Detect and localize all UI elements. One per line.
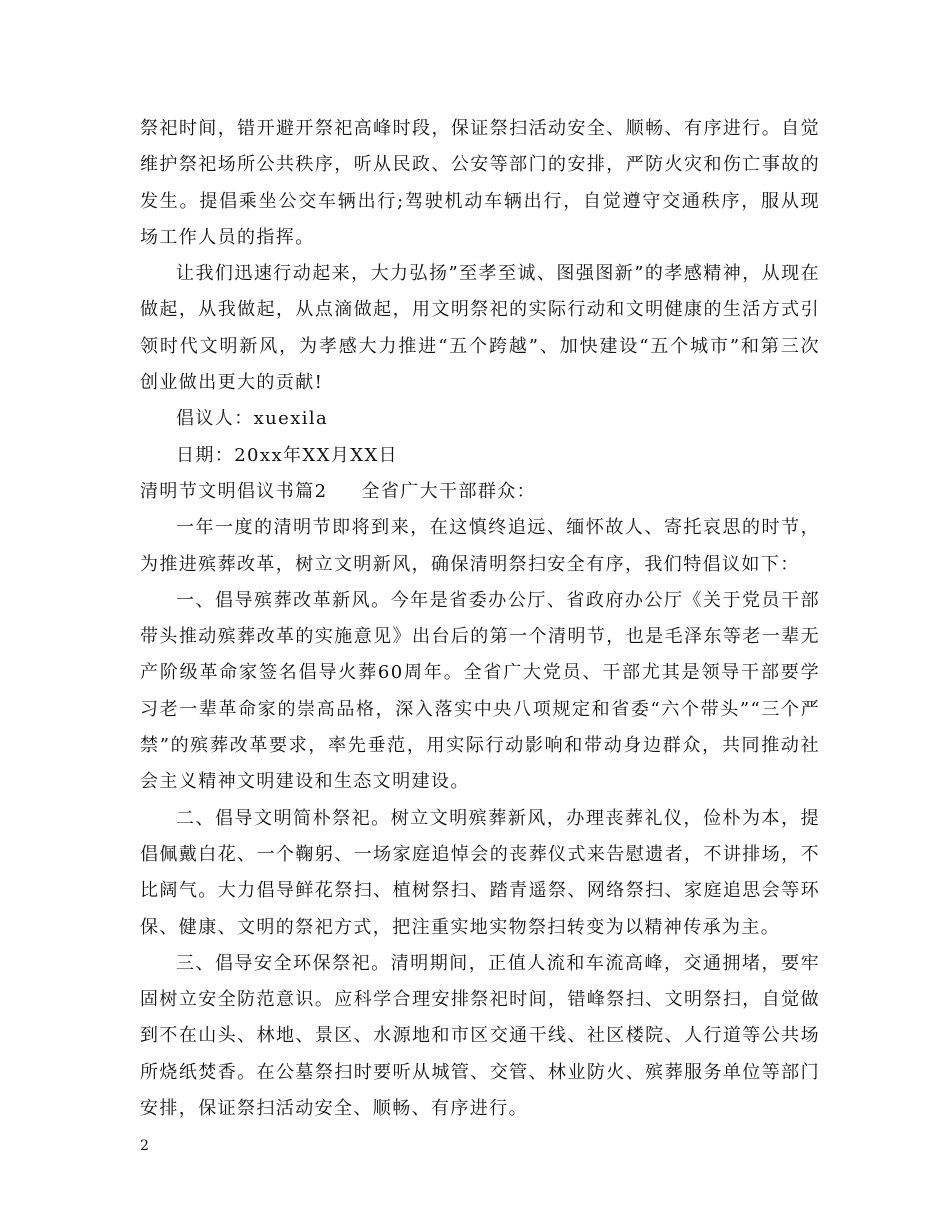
paragraph-item-2: 二、倡导文明简朴祭祀。树立文明殡葬新风，办理丧葬礼仪，俭朴为本，提倡佩戴白花、一个鞠躬、一场家庭追悼会的丧葬仪式来告慰遗者，不讲排场，不比阔气。大力倡导鲜花祭扫、植树祭扫、踏青遥祭、网络祭扫、家庭追思会等环保、健康、文明的祭祀方式，把注重实地实物祭扫转变为以精神传承为主。	[140, 807, 820, 938]
paragraph-call-to-action: 让我们迅速行动起来，大力弘扬”至孝至诚、图强图新”的孝感精神，从现在做起，从我做起，从点滴做起，用文明祭祀的实际行动和文明健康的生活方式引领时代文明新风，为孝感大力推进“五个跨越”、加快建设“五个城市”和第三次创业做出更大的贡献!	[140, 263, 820, 394]
paragraph-intro: 一年一度的清明节即将到来，在这慎终追远、缅怀故人、寄托哀思的时节，为推进殡葬改革，树立文明新风，确保清明祭扫安全有序，我们特倡议如下：	[140, 517, 820, 575]
page-number: 2	[140, 1138, 149, 1154]
date-line: 日期：20xx年XX月XX日	[176, 444, 399, 466]
paragraph-item-1: 一、倡导殡葬改革新风。今年是省委办公厅、省政府办公厅《关于党员干部带头推动殡葬改革的实施意见》出台后的第一个清明节，也是毛泽东等老一辈无产阶级革命家签名倡导火葬60周年。全省广大党员、干部尤其是领导干部要学习老一辈革命家的崇高品格，深入落实中央八项规定和省委“六个带头”“三个严禁”的殡葬改革要求，率先垂范，用实际行动影响和带动身边群众，共同推动社会主义精神文明建设和生态文明建设。	[140, 589, 820, 793]
proposer-line: 倡议人：xuexila	[176, 408, 329, 430]
paragraph-continuation: 祭祀时间，错开避开祭祀高峰时段，保证祭扫活动安全、顺畅、有序进行。自觉维护祭祀场所公共秩序，听从民政、公安等部门的安排，严防火灾和伤亡事故的发生。提倡乘坐公交车辆出行;驾驶机动车辆出行，自觉遵守交通秩序，服从现场工作人员的指挥。	[140, 118, 820, 248]
document-page	[140, 111, 820, 1127]
salutation: 全省广大干部群众：	[361, 480, 537, 502]
paragraph-item-3: 三、倡导安全环保祭祀。清明期间，正值人流和车流高峰，交通拥堵，要牢固树立安全防范意识。应科学合理安排祭祀时间，错峰祭扫、文明祭扫，自觉做到不在山头、林地、景区、水源地和市区交通干线、社区楼院、人行道等公共场所烧纸焚香。在公墓祭扫时要听从城管、交管、林业防火、殡葬服务单位等部门安排，保证祭扫活动安全、顺畅、有序进行。	[140, 952, 820, 1120]
section-title: 清明节文明倡议书篇2	[140, 480, 328, 502]
section-heading-line	[140, 474, 820, 510]
